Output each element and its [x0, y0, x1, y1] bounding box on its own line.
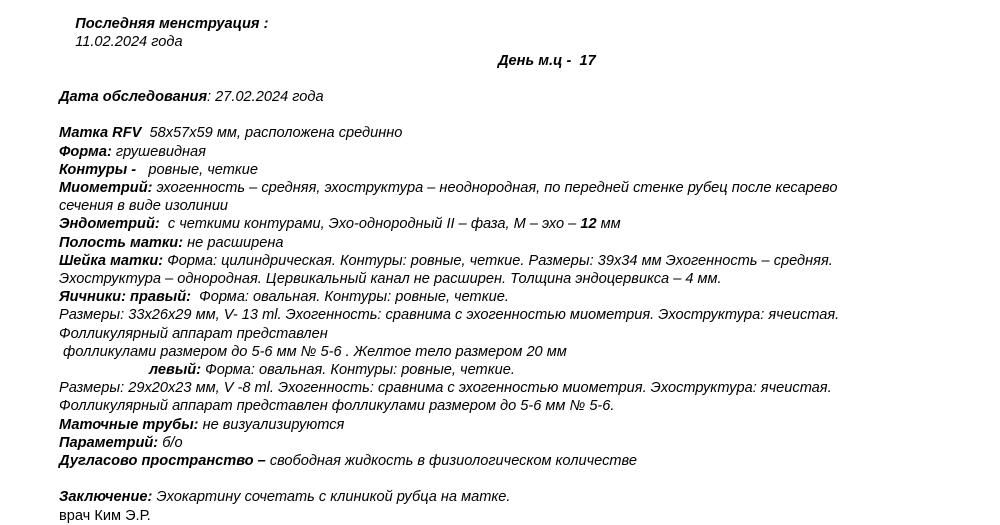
uterus-contours-line — [59, 161, 964, 179]
myometrium-line-2 — [59, 197, 964, 215]
left-ovary-follicular: Фолликулярный аппарат представлен фолликулами размером до 5-6 мм № 5-6. — [59, 398, 615, 415]
exam-date-label: Дата обследования — [59, 89, 208, 106]
right-ovary-shape: Форма: овальная. Контуры: ровные, четкие. — [199, 289, 509, 306]
douglas-label: Дугласово пространство – — [59, 453, 266, 470]
conclusion-label: Заключение: — [59, 489, 153, 506]
uterus-value: 58x57x59 мм, расположена срединно — [149, 125, 403, 142]
last-menstruation-value: 11.02.2024 года — [75, 34, 183, 51]
uterus-shape-line — [59, 143, 964, 161]
right-ovary-label: правый: — [130, 289, 192, 306]
ovaries-label: Яичники: — [59, 289, 126, 306]
parametrium-label: Параметрий: — [59, 434, 159, 451]
conclusion-value: Эхокартину сочетать с клиникой рубца на матке. — [156, 489, 511, 506]
douglas-value: свободная жидкость в физиологическом количестве — [269, 453, 637, 470]
cycle-day — [498, 52, 596, 70]
right-ovary-sizes: Размеры: 33x26x29 мм, V- 13 ml. Эхогенность: сравнима с эхогенностью миометрия. Эхоструктура: ячеистая. — [59, 307, 840, 324]
endometrium-label: Эндометрий: — [59, 216, 160, 233]
left-ovary-shape: Форма: овальная. Контуры: ровные, четкие. — [205, 362, 515, 379]
right-ovary-sizes-line — [59, 306, 964, 324]
exam-date-value: : 27.02.2024 года — [207, 89, 324, 106]
parametrium-line — [59, 434, 964, 452]
contours-value: ровные, четкие — [148, 161, 258, 178]
left-ovary-label: левый: — [149, 362, 202, 379]
right-ovary-follicular-2: фолликулами размером до 5-6 мм № 5-6 . Желтое тело размером 20 мм — [63, 343, 567, 360]
myometrium-value-2: сечения в виде изолинии — [59, 198, 229, 215]
right-ovary-follicular-line-2 — [59, 343, 964, 361]
uterus-line — [59, 124, 964, 142]
left-ovary-sizes-line — [59, 379, 964, 397]
tubes-line — [59, 416, 964, 434]
cervix-label: Шейка матки: — [59, 252, 164, 269]
parametrium-value: б/о — [162, 434, 183, 451]
left-ovary-follicular-line — [59, 397, 964, 415]
cervix-line — [59, 252, 964, 270]
cycle-day-label: День м.ц - — [498, 52, 572, 69]
doctor-signature: врач Ким Э.Р. — [59, 507, 151, 524]
douglas-line — [59, 452, 964, 470]
right-ovary-follicular-1: Фолликулярный аппарат представлен — [59, 325, 328, 342]
conclusion-line — [59, 488, 964, 506]
cavity-line — [59, 234, 964, 252]
cervix-value-2: Эхоструктура – однородная. Цервикальный канал не расширен. Толщина эндоцервикса – 4 мм. — [59, 271, 722, 288]
cycle-day-value: 17 — [579, 52, 596, 69]
myometrium-value: эхогенность – средняя, эхоструктура – неоднородная, по передней стенке рубец после кесарево — [156, 180, 838, 197]
left-ovary-sizes: Размеры: 29x20x23 мм, V -8 ml. Эхогенность: сравнима с эхогенностью миометрия. Эхоструктура: ячеистая. — [59, 380, 832, 397]
cavity-label: Полость матки: — [59, 234, 184, 251]
endometrium-m-echo: 12 — [580, 216, 597, 233]
contours-label: Контуры - — [59, 161, 137, 178]
last-menstruation-line — [59, 0, 964, 88]
shape-value: грушевидная — [115, 143, 206, 160]
myometrium-label: Миометрий: — [59, 180, 153, 197]
ovaries-line — [59, 288, 964, 306]
shape-label: Форма: — [59, 143, 112, 160]
endometrium-unit: мм — [600, 216, 621, 233]
cavity-value: не расширена — [187, 234, 284, 251]
uterus-label: Матка RFV — [59, 125, 142, 142]
exam-date-line — [59, 88, 964, 106]
endometrium-line — [59, 215, 964, 233]
left-ovary-line — [59, 361, 964, 379]
cervix-line-2 — [59, 270, 964, 288]
tubes-value: не визуализируются — [202, 416, 345, 433]
ultrasound-report — [59, 0, 964, 525]
cervix-value-1: Форма: цилиндрическая. Контуры: ровные, четкие. Размеры: 39x34 мм Эхогенность – средняя. — [167, 252, 833, 269]
last-menstruation-label: Последняя менструация : — [75, 16, 269, 33]
tubes-label: Маточные трубы: — [59, 416, 199, 433]
myometrium-line — [59, 179, 964, 197]
right-ovary-follicular-line — [59, 325, 964, 343]
endometrium-value: с четкими контурами, Эхо-однородный II – фаза, М – эхо – — [167, 216, 577, 233]
